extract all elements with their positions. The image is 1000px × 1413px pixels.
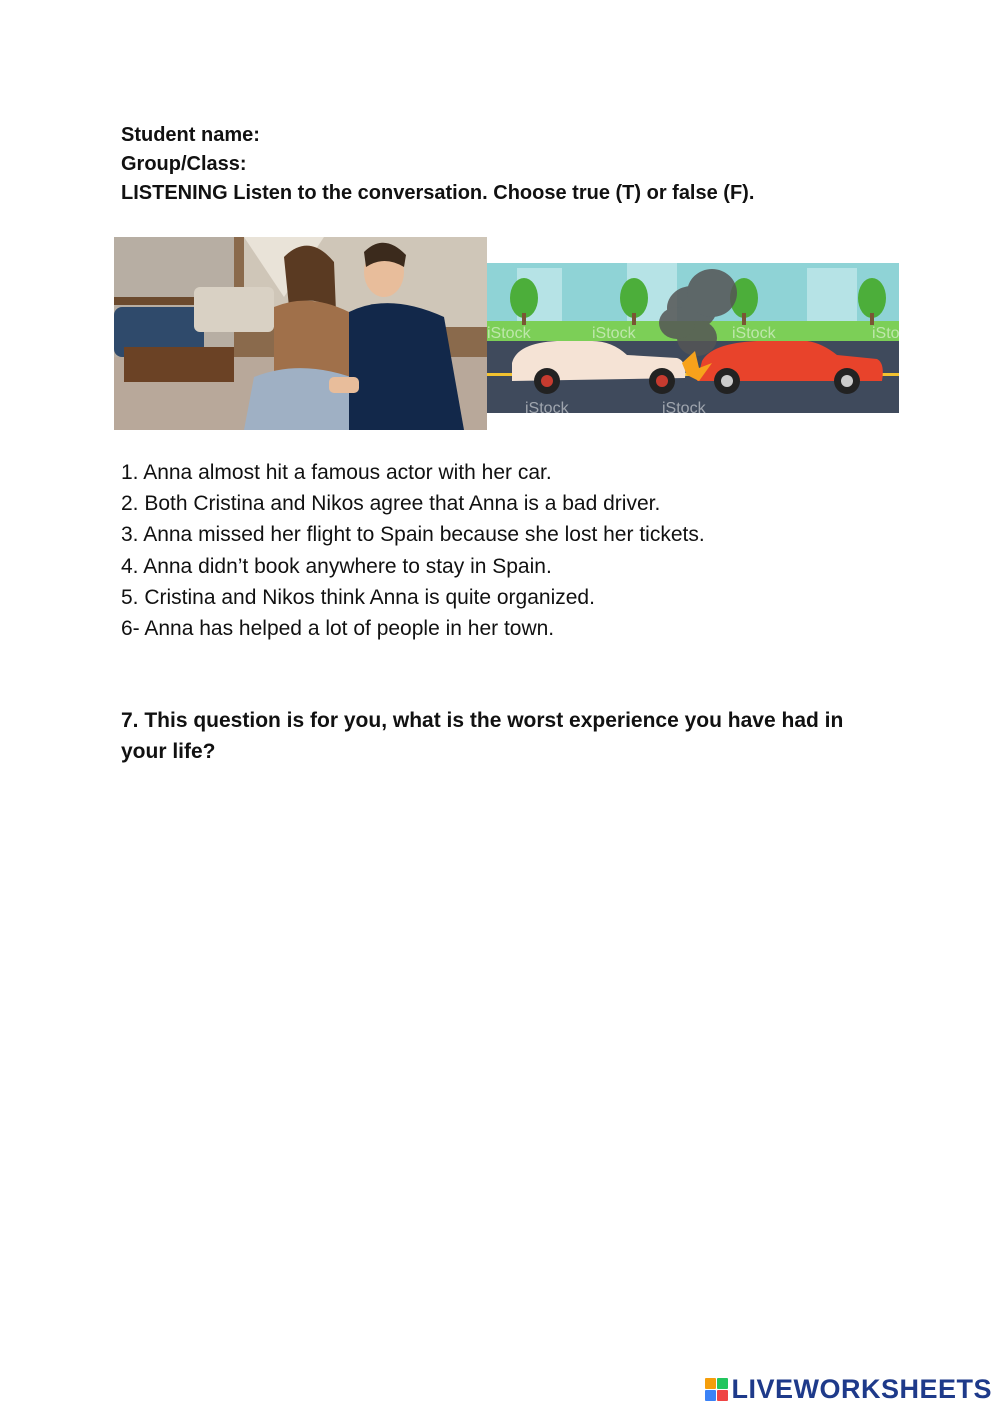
instructions: LISTENING Listen to the conversation. Choose true (T) or false (F). bbox=[121, 182, 755, 204]
open-question: 7. This question is for you, what is the worst experience you have had in your life? bbox=[121, 709, 844, 763]
logo-square bbox=[717, 1390, 728, 1401]
question-4: 4. Anna didn’t book anywhere to stay in Spain. bbox=[121, 554, 552, 578]
question-1: 1. Anna almost hit a famous actor with her car. bbox=[121, 461, 552, 484]
header bbox=[121, 121, 754, 208]
true-false-questions bbox=[121, 457, 705, 644]
watermark-text: iStock bbox=[732, 325, 776, 342]
question-6: 6- Anna has helped a lot of people in her town. bbox=[121, 617, 555, 641]
student-name-label: Student name: bbox=[121, 124, 260, 146]
liveworksheets-logo-icon bbox=[705, 1378, 728, 1401]
logo-square bbox=[705, 1390, 716, 1401]
car-crash-illustration bbox=[487, 263, 916, 417]
question-2: 2. Both Cristina and Nikos agree that Anna is a bad driver. bbox=[121, 492, 661, 516]
watermark-text: iStock bbox=[872, 325, 916, 342]
watermark-text: iStock bbox=[662, 400, 706, 417]
question-3: 3. Anna missed her flight to Spain because she lost her tickets. bbox=[121, 523, 705, 547]
question-5: 5. Cristina and Nikos think Anna is quite organized. bbox=[121, 585, 595, 609]
logo-square bbox=[717, 1378, 728, 1389]
couple-illustration bbox=[114, 237, 487, 430]
logo-square bbox=[705, 1378, 716, 1389]
watermark-text: iStock bbox=[487, 325, 531, 342]
group-class-label: Group/Class: bbox=[121, 153, 247, 175]
watermark-text: iStock bbox=[525, 400, 569, 417]
watermark-text: iStock bbox=[592, 325, 636, 342]
photo-car-crash bbox=[487, 263, 916, 417]
liveworksheets-brand bbox=[705, 1374, 992, 1405]
brand-name: LIVEWORKSHEETS bbox=[731, 1374, 992, 1404]
photo-couple-talking bbox=[114, 237, 487, 430]
